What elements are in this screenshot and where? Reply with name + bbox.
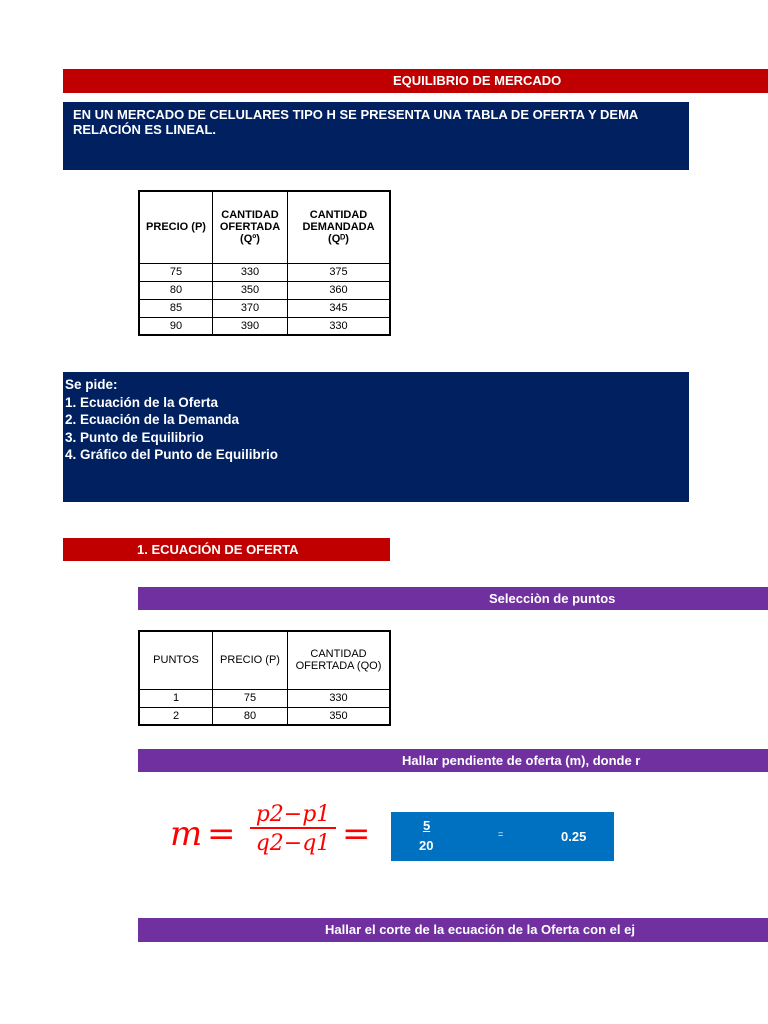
cell: 390: [213, 317, 288, 335]
page-title: EQUILIBRIO DE MERCADO: [393, 73, 562, 88]
cell: 330: [288, 689, 391, 707]
asks-item: 1. Ecuación de la Oferta: [65, 394, 219, 410]
points-bar-label: Selecciòn de puntos: [489, 591, 616, 606]
intro-box: [63, 102, 689, 170]
asks-item: 3. Punto de Equilibrio: [65, 429, 204, 445]
subheader-supplied: (Qº): [240, 233, 260, 246]
points-table: [138, 630, 391, 726]
formula-eq: =: [207, 814, 236, 854]
slope-bar: [138, 749, 768, 772]
table-row: [139, 689, 390, 707]
header-price: PRECIO (P): [139, 191, 213, 263]
table-row: [139, 299, 390, 317]
header-price: PRECIO (P): [213, 631, 288, 689]
cell: 370: [213, 299, 288, 317]
formula-numerator: p2−p1: [250, 802, 336, 829]
header-supplied: CANTIDAD OFERTADA (Qº): [213, 191, 288, 263]
formula-denominator: q2−q1: [255, 831, 331, 856]
cell: 90: [139, 317, 213, 335]
intro-line-2: RELACIÓN ES LINEAL.: [73, 122, 217, 137]
points-bar: [138, 587, 768, 610]
slope-formula: [170, 800, 380, 870]
table-row: [139, 281, 390, 299]
table-row: [139, 263, 390, 281]
cell: 85: [139, 299, 213, 317]
cell: 80: [213, 707, 288, 725]
cell: 80: [139, 281, 213, 299]
table-row: [139, 707, 390, 725]
cell: 350: [213, 281, 288, 299]
section1-bar: [63, 538, 390, 561]
asks-heading: Se pide:: [65, 377, 118, 392]
formula-fraction: [250, 802, 336, 856]
result-numerator: 5: [423, 818, 431, 833]
supply-demand-table: [138, 190, 391, 336]
cell: 360: [288, 281, 391, 299]
cell: 75: [139, 263, 213, 281]
cell: 375: [288, 263, 391, 281]
title-bar: [63, 69, 768, 93]
slope-result-box: [391, 812, 614, 861]
table-row: [139, 317, 390, 335]
asks-item: 4. Gráfico del Punto de Equilibrio: [65, 447, 279, 462]
cell: 75: [213, 689, 288, 707]
formula-eq2: =: [342, 814, 371, 854]
header-supplied-qty: CANTIDAD OFERTADA (QO): [288, 631, 391, 689]
cell: 350: [288, 707, 391, 725]
intro-line-1: EN UN MERCADO DE CELULARES TIPO H SE PRESENTA UNA TABLA DE OFERTA Y DEMA: [73, 107, 639, 122]
cell: 2: [139, 707, 213, 725]
cell: 345: [288, 299, 391, 317]
asks-item: 2. Ecuación de la Demanda: [65, 412, 240, 427]
result-value: 0.25: [561, 829, 587, 844]
cell: 330: [213, 263, 288, 281]
section1-title: 1. ECUACIÓN DE OFERTA: [137, 542, 299, 557]
result-eq: =: [498, 829, 504, 839]
intercept-bar-label: Hallar el corte de la ecuación de la Oferta con el ej: [325, 922, 635, 937]
result-denominator: 20: [419, 838, 434, 853]
asks-box: [63, 372, 689, 502]
cell: 330: [288, 317, 391, 335]
header-demanded: CANTIDAD DEMANDADA (Qᴰ): [288, 191, 391, 263]
formula-lhs: m: [170, 814, 203, 854]
cell: 1: [139, 689, 213, 707]
header-points: PUNTOS: [139, 631, 213, 689]
subheader-demanded: (Qᴰ): [328, 233, 349, 246]
intercept-bar: [138, 918, 768, 942]
slope-bar-label: Hallar pendiente de oferta (m), donde r: [402, 753, 641, 768]
